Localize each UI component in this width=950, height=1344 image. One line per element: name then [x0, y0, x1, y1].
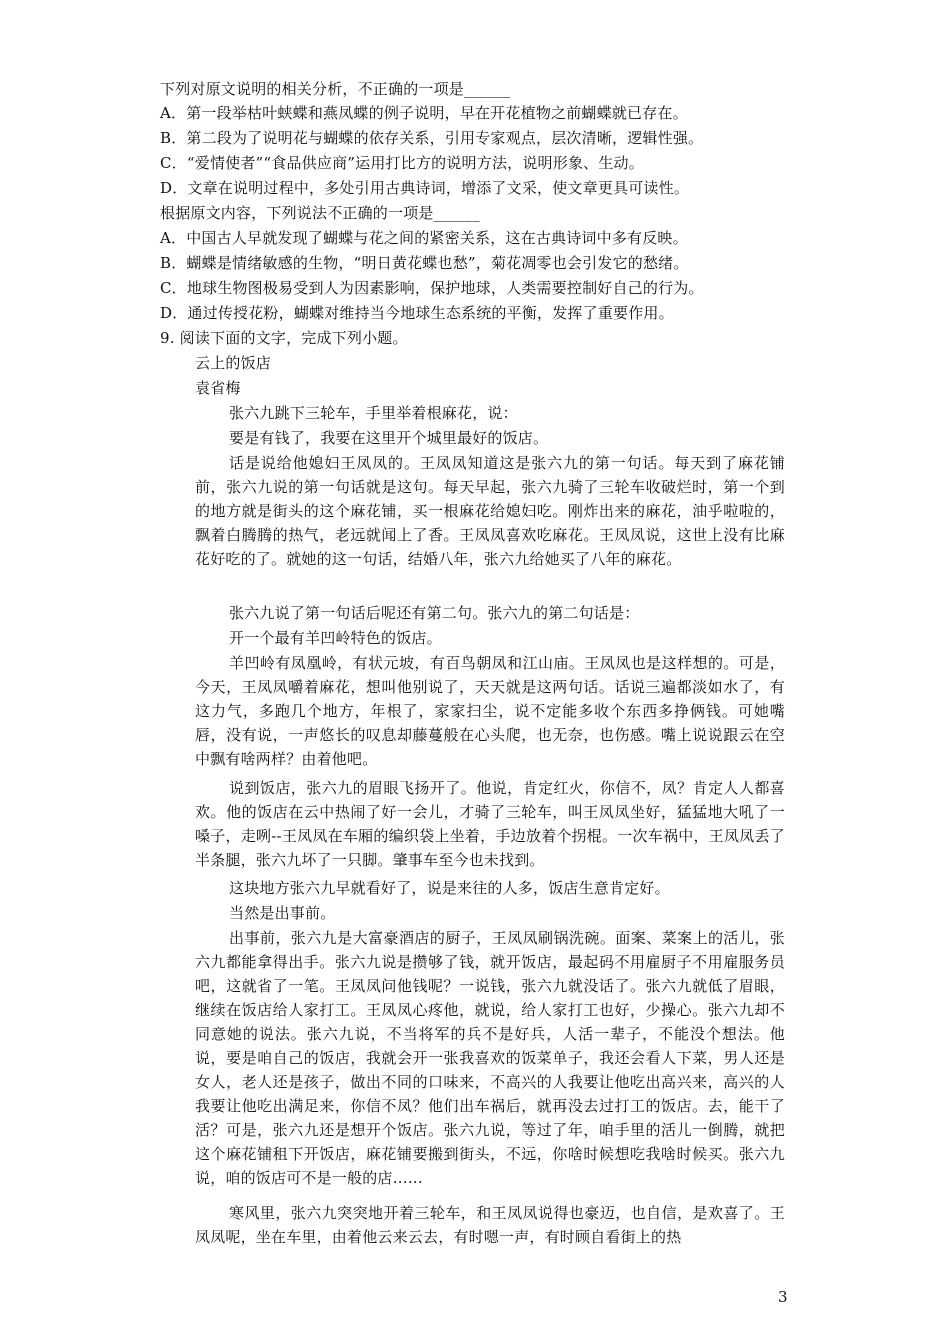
- option-d: D．文章在说明过程中，多处引用古典诗词，增添了文采，使文章更具可读性。: [160, 179, 690, 197]
- page-number: 3: [778, 1288, 788, 1306]
- story-author: 袁省梅: [195, 379, 241, 397]
- paragraph: 这块地方张六九早就看好了，说是来往的人多，饭店生意肯定好。: [229, 879, 670, 897]
- paragraph: 说到饭店，张六九的眉眼飞扬开了。他说，肯定红火，你信不，凤？肯定人人都喜欢。他的饭店在云中热闹了好一会儿，才骑了三轮车，叫王凤凤坐好，猛猛地大吼了一嗓子，走咧--王凤凤在车厢的编织袋上坐着，手边放着个拐棍。一次车祸中，王凤凤丢了半条腿，张六九坏了一只脚。肇事车至今也未找到。: [195, 779, 785, 869]
- paragraph: 张六九说了第一句话后呢还有第二句。张六九的第二句话是：: [229, 604, 640, 622]
- paragraph: 开一个最有羊凹岭特色的饭店。: [229, 629, 442, 647]
- story-title: 云上的饭店: [195, 354, 272, 372]
- paragraph: 张六九跳下三轮车，手里举着根麻花，说：: [229, 404, 518, 422]
- option-b: B．蝴蝶是情绪敏感的生物，“明日黄花蝶也愁”，菊花凋零也会引发它的愁绪。: [160, 254, 689, 272]
- question-stem: 根据原文内容，下列说法不正确的一项是______: [160, 204, 480, 222]
- option-c: C．地球生物图极易受到人为因素影响，保护地球，人类需要控制好自己的行为。: [160, 279, 704, 297]
- option-b: B．第二段为了说明花与蝴蝶的依存关系，引用专家观点，层次清晰，逻辑性强。: [160, 129, 704, 147]
- option-a: A．第一段举枯叶蛱蝶和燕凤蝶的例子说明，早在开花植物之前蝴蝶就已存在。: [160, 104, 688, 122]
- question-stem: 下列对原文说明的相关分析，不正确的一项是______: [160, 80, 511, 98]
- option-a: A．中国古人早就发现了蝴蝶与花之间的紧密关系，这在古典诗词中多有反映。: [160, 229, 688, 247]
- question-9-heading: 9. 阅读下面的文字，完成下列小题。: [160, 329, 408, 347]
- paragraph: 出事前，张六九是大富豪酒店的厨子，王凤凤刷锅洗碗。面案、菜案上的活儿，张六九都能拿得出手。张六九说是攒够了钱，就开饭店，最起码不用雇厨子不用雇服务员吧，这就省了一笔。王凤凤问他钱呢？一说钱，张六九就没话了。张六九就低了眉眼，继续在饭店给人家打工。王凤凤心疼他，就说，给人家打工也好，少操心。张六九却不同意她的说法。张六九说，不当将军的兵不是好兵，人活一辈子，不能没个想法。他说，要是咱自己的饭店，我就会开一张我喜欢的饭菜单子，我还会看人下菜，男人还是女人，老人还是孩子，做出不同的口味来，不高兴的人我要让他吃出高兴来，高兴的人我要让他吃出满足来，你信不凤？他们出车祸后，就再没去过打工的饭店。去，能干了活？可是，张六九还是想开个饭店。张六九说，等过了年，咱手里的活儿一倒腾，就把这个麻花铺租下开饭店，麻花铺要搬到街头，不远，你啥时候想吃我啥时候买。张六九说，咱的饭店可不是一般的店……: [195, 929, 785, 1187]
- option-d: D．通过传授花粉，蝴蝶对维持当今地球生态系统的平衡，发挥了重要作用。: [160, 304, 674, 322]
- paragraph: 当然是出事前。: [229, 904, 336, 922]
- paragraph: 话是说给他媳妇王凤凤的。王凤凤知道这是张六九的第一句话。每天到了麻花铺前，张六九说的第一句话就是这句。每天早起，张六九骑了三轮车收破烂时，第一个到的地方就是街头的这个麻花铺，买一根麻花给媳妇吃。刚炸出来的麻花，油乎啦啦的，飘着白腾腾的热气，老远就闻上了香。王凤凤喜欢吃麻花。王凤凤说，这世上没有比麻花好吃的了。就她的这一句话，结婚八年，张六九给她买了八年的麻花。: [195, 454, 785, 568]
- paragraph: 寒风里，张六九突突地开着三轮车，和王凤凤说得也豪迈，也自信，是欢喜了。王凤凤呢，坐在车里，由着他云来云去，有时嗯一声，有时顾自看街上的热: [195, 1204, 785, 1246]
- paragraph: 羊凹岭有凤凰岭，有状元坡，有百鸟朝凤和江山庙。王凤凤也是这样想的。可是，今天，王凤凤嚼着麻花，想叫他别说了，天天就是这两句话。话说三遍都淡如水了，有这力气，多跑几个地方，年根了，家家扫尘，说不定能多收个东西多挣俩钱。可她嘴唇，没有说，一声悠长的叹息却藤蔓般在心头爬，也无奈，也伤感。嘴上说说跟云在空中飘有啥两样？由着他吧。: [195, 654, 785, 768]
- option-c: C．“爱情使者”“食品供应商”运用打比方的说明方法，说明形象、生动。: [160, 154, 644, 172]
- paragraph: 要是有钱了，我要在这里开个城里最好的饭店。: [229, 429, 549, 447]
